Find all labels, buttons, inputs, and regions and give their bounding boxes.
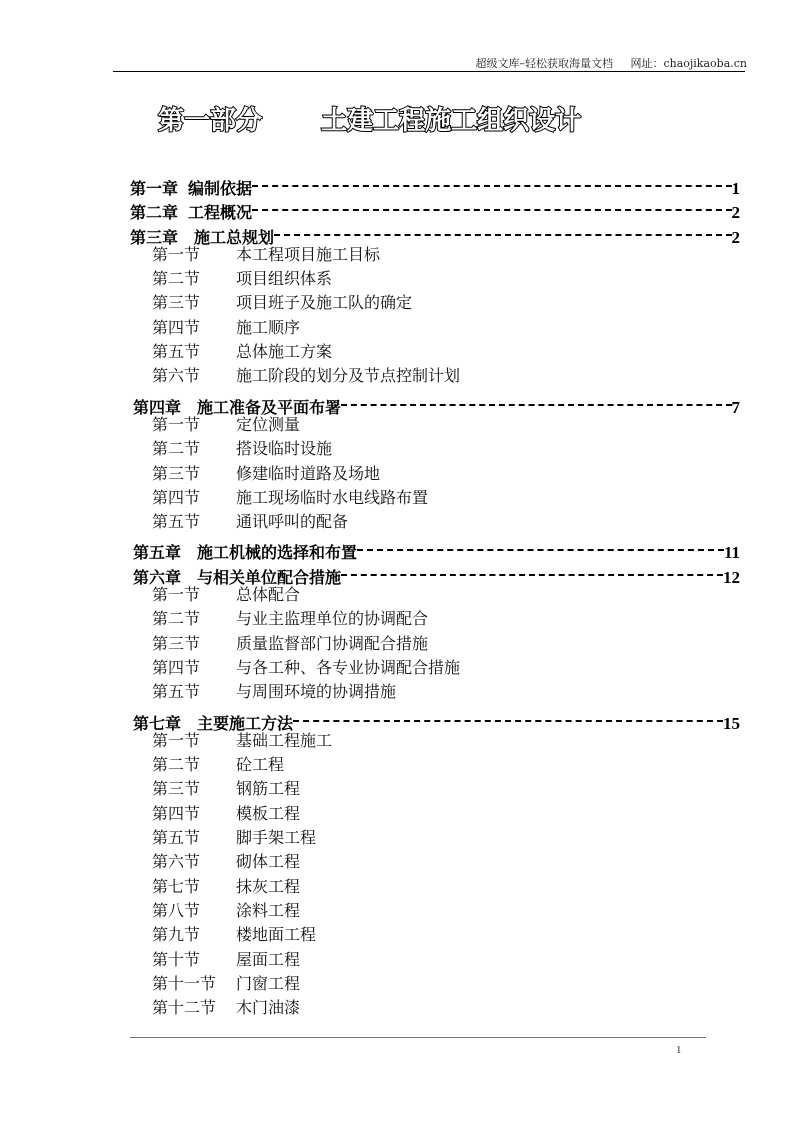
section-title: 基础工程施工 bbox=[236, 730, 333, 750]
chapter-title: 施工准备及平面布署 bbox=[197, 397, 342, 417]
section-number: 第四节 bbox=[152, 657, 201, 677]
header-divider bbox=[113, 71, 745, 72]
toc-chapter-row[interactable] bbox=[130, 534, 740, 563]
section-title: 钢筋工程 bbox=[236, 779, 301, 799]
section-title: 搭设临时设施 bbox=[236, 439, 333, 459]
section-title: 施工现场临时水电线路布置 bbox=[236, 487, 429, 507]
chapter-page-number: 12 bbox=[723, 567, 740, 587]
dot-leader bbox=[293, 705, 723, 729]
toc-section-row[interactable] bbox=[130, 656, 740, 680]
section-title: 施工顺序 bbox=[236, 317, 301, 337]
section-number: 第九节 bbox=[152, 925, 201, 945]
section-number: 第八节 bbox=[152, 900, 201, 920]
section-number: 第二节 bbox=[152, 269, 201, 289]
toc-section-row[interactable] bbox=[130, 291, 740, 315]
section-number: 第二节 bbox=[152, 609, 201, 629]
section-number: 第十一节 bbox=[152, 973, 217, 993]
section-title: 施工阶段的划分及节点控制计划 bbox=[236, 366, 461, 386]
chapter-number: 第五章 bbox=[133, 543, 182, 563]
toc-section-row[interactable] bbox=[130, 899, 740, 923]
section-title: 与各工种、各专业协调配合措施 bbox=[236, 657, 461, 677]
section-title: 修建临时道路及场地 bbox=[236, 463, 381, 483]
toc-section-row[interactable] bbox=[130, 777, 740, 801]
toc-section-row[interactable] bbox=[130, 948, 740, 972]
section-number: 第六节 bbox=[152, 366, 201, 386]
section-title: 砼工程 bbox=[236, 755, 285, 775]
section-title: 抹灰工程 bbox=[236, 876, 301, 896]
chapter-title: 工程概况 bbox=[188, 203, 253, 223]
title-main: 土建工程施工组织设计 bbox=[321, 106, 582, 136]
section-title: 总体施工方案 bbox=[236, 342, 333, 362]
chapter-title: 施工机械的选择和布置 bbox=[197, 543, 358, 563]
section-title: 项目组织体系 bbox=[236, 269, 333, 289]
section-number: 第五节 bbox=[152, 828, 201, 848]
chapter-title: 与相关单位配合措施 bbox=[197, 567, 342, 587]
section-title: 屋面工程 bbox=[236, 949, 301, 969]
toc-section-row[interactable] bbox=[130, 729, 740, 753]
section-number: 第六节 bbox=[152, 852, 201, 872]
toc-section-row[interactable] bbox=[130, 996, 740, 1020]
chapter-title: 主要施工方法 bbox=[197, 713, 294, 733]
toc-section-row[interactable] bbox=[130, 875, 740, 899]
title-part: 第一部分 bbox=[158, 106, 263, 136]
chapter-page-number: 7 bbox=[731, 397, 740, 417]
section-title: 门窗工程 bbox=[236, 973, 301, 993]
section-number: 第二节 bbox=[152, 755, 201, 775]
chapter-title: 施工总规划 bbox=[194, 227, 275, 247]
toc-chapter-row[interactable] bbox=[130, 389, 740, 417]
toc-section-row[interactable] bbox=[130, 850, 740, 874]
section-number: 第一节 bbox=[152, 244, 201, 264]
toc-section-row[interactable] bbox=[130, 972, 740, 996]
section-title: 通讯呼叫的配备 bbox=[236, 512, 349, 532]
toc-section-row[interactable] bbox=[130, 486, 740, 510]
dot-leader bbox=[357, 534, 724, 558]
chapter-number: 第六章 bbox=[133, 567, 182, 587]
table-of-contents bbox=[130, 170, 740, 1020]
section-title: 本工程项目施工目标 bbox=[236, 244, 381, 264]
section-title: 木门油漆 bbox=[236, 998, 301, 1018]
toc-section-row[interactable] bbox=[130, 510, 740, 534]
section-title: 楼地面工程 bbox=[236, 925, 317, 945]
section-number: 第三节 bbox=[152, 779, 201, 799]
section-number: 第一节 bbox=[152, 414, 201, 434]
section-title: 与周围环境的协调措施 bbox=[236, 682, 397, 702]
dot-leader bbox=[274, 219, 731, 243]
chapter-page-number: 1 bbox=[731, 179, 740, 198]
section-number: 第三节 bbox=[152, 633, 201, 653]
toc-section-row[interactable] bbox=[130, 583, 740, 607]
dot-leader bbox=[341, 389, 731, 413]
section-number: 第三节 bbox=[152, 463, 201, 483]
chapter-number: 第二章 bbox=[130, 203, 179, 223]
page-title bbox=[158, 100, 638, 140]
toc-section-row[interactable] bbox=[130, 364, 740, 388]
section-number: 第四节 bbox=[152, 317, 201, 337]
toc-chapter-row[interactable] bbox=[130, 705, 740, 733]
section-title: 砌体工程 bbox=[236, 852, 301, 872]
toc-section-row[interactable] bbox=[130, 243, 740, 267]
chapter-number: 第三章 bbox=[130, 227, 179, 247]
footer-divider bbox=[130, 1037, 706, 1038]
chapter-page-number: 2 bbox=[731, 227, 740, 247]
toc-section-row[interactable] bbox=[130, 316, 740, 340]
chapter-number: 第一章 bbox=[130, 179, 179, 198]
dot-leader bbox=[252, 194, 731, 218]
page-number: 1 bbox=[676, 1044, 682, 1056]
section-number: 第十二节 bbox=[152, 998, 217, 1018]
toc-section-row[interactable] bbox=[130, 802, 740, 826]
toc-section-row[interactable] bbox=[130, 437, 740, 461]
toc-section-row[interactable] bbox=[130, 267, 740, 291]
section-number: 第五节 bbox=[152, 512, 201, 532]
toc-chapter-row[interactable] bbox=[130, 559, 740, 587]
chapter-page-number: 15 bbox=[723, 713, 740, 733]
chapter-title: 编制依据 bbox=[188, 179, 253, 198]
section-number: 第三节 bbox=[152, 293, 201, 313]
chapter-page-number: 11 bbox=[723, 543, 740, 563]
section-number: 第一节 bbox=[152, 730, 201, 750]
section-title: 项目班子及施工队的确定 bbox=[236, 293, 413, 313]
toc-chapter-row[interactable] bbox=[130, 219, 740, 247]
toc-section-row[interactable] bbox=[130, 826, 740, 850]
toc-section-row[interactable] bbox=[130, 680, 740, 704]
toc-section-row[interactable] bbox=[130, 632, 740, 656]
section-number: 第五节 bbox=[152, 682, 201, 702]
chapter-number: 第七章 bbox=[133, 713, 182, 733]
toc-section-row[interactable] bbox=[130, 462, 740, 486]
toc-chapter-row[interactable] bbox=[130, 170, 740, 198]
page-header bbox=[475, 55, 747, 71]
section-title: 总体配合 bbox=[236, 585, 301, 605]
dot-leader bbox=[252, 170, 731, 194]
toc-section-row[interactable] bbox=[130, 340, 740, 364]
header-url-label: 网址：chaojikaoba.cn bbox=[630, 57, 747, 70]
section-title: 涂料工程 bbox=[236, 900, 301, 920]
section-title: 脚手架工程 bbox=[236, 828, 317, 848]
section-number: 第二节 bbox=[152, 439, 201, 459]
section-number: 第四节 bbox=[152, 803, 201, 823]
toc-section-row[interactable] bbox=[130, 923, 740, 947]
section-number: 第一节 bbox=[152, 585, 201, 605]
section-number: 第七节 bbox=[152, 876, 201, 896]
dot-leader bbox=[341, 559, 723, 583]
section-title: 质量监督部门协调配合措施 bbox=[236, 633, 429, 653]
section-title: 模板工程 bbox=[236, 803, 301, 823]
toc-section-row[interactable] bbox=[130, 753, 740, 777]
toc-section-row[interactable] bbox=[130, 413, 740, 437]
chapter-number: 第四章 bbox=[133, 397, 182, 417]
section-title: 定位测量 bbox=[236, 414, 301, 434]
section-number: 第十节 bbox=[152, 949, 201, 969]
section-number: 第四节 bbox=[152, 487, 201, 507]
toc-section-row[interactable] bbox=[130, 607, 740, 631]
chapter-page-number: 2 bbox=[731, 203, 740, 223]
section-title: 与业主监理单位的协调配合 bbox=[236, 609, 429, 629]
header-site-name: 超级文库–轻松获取海量文档 bbox=[475, 57, 613, 70]
toc-chapter-row[interactable] bbox=[130, 194, 740, 223]
section-number: 第五节 bbox=[152, 342, 201, 362]
